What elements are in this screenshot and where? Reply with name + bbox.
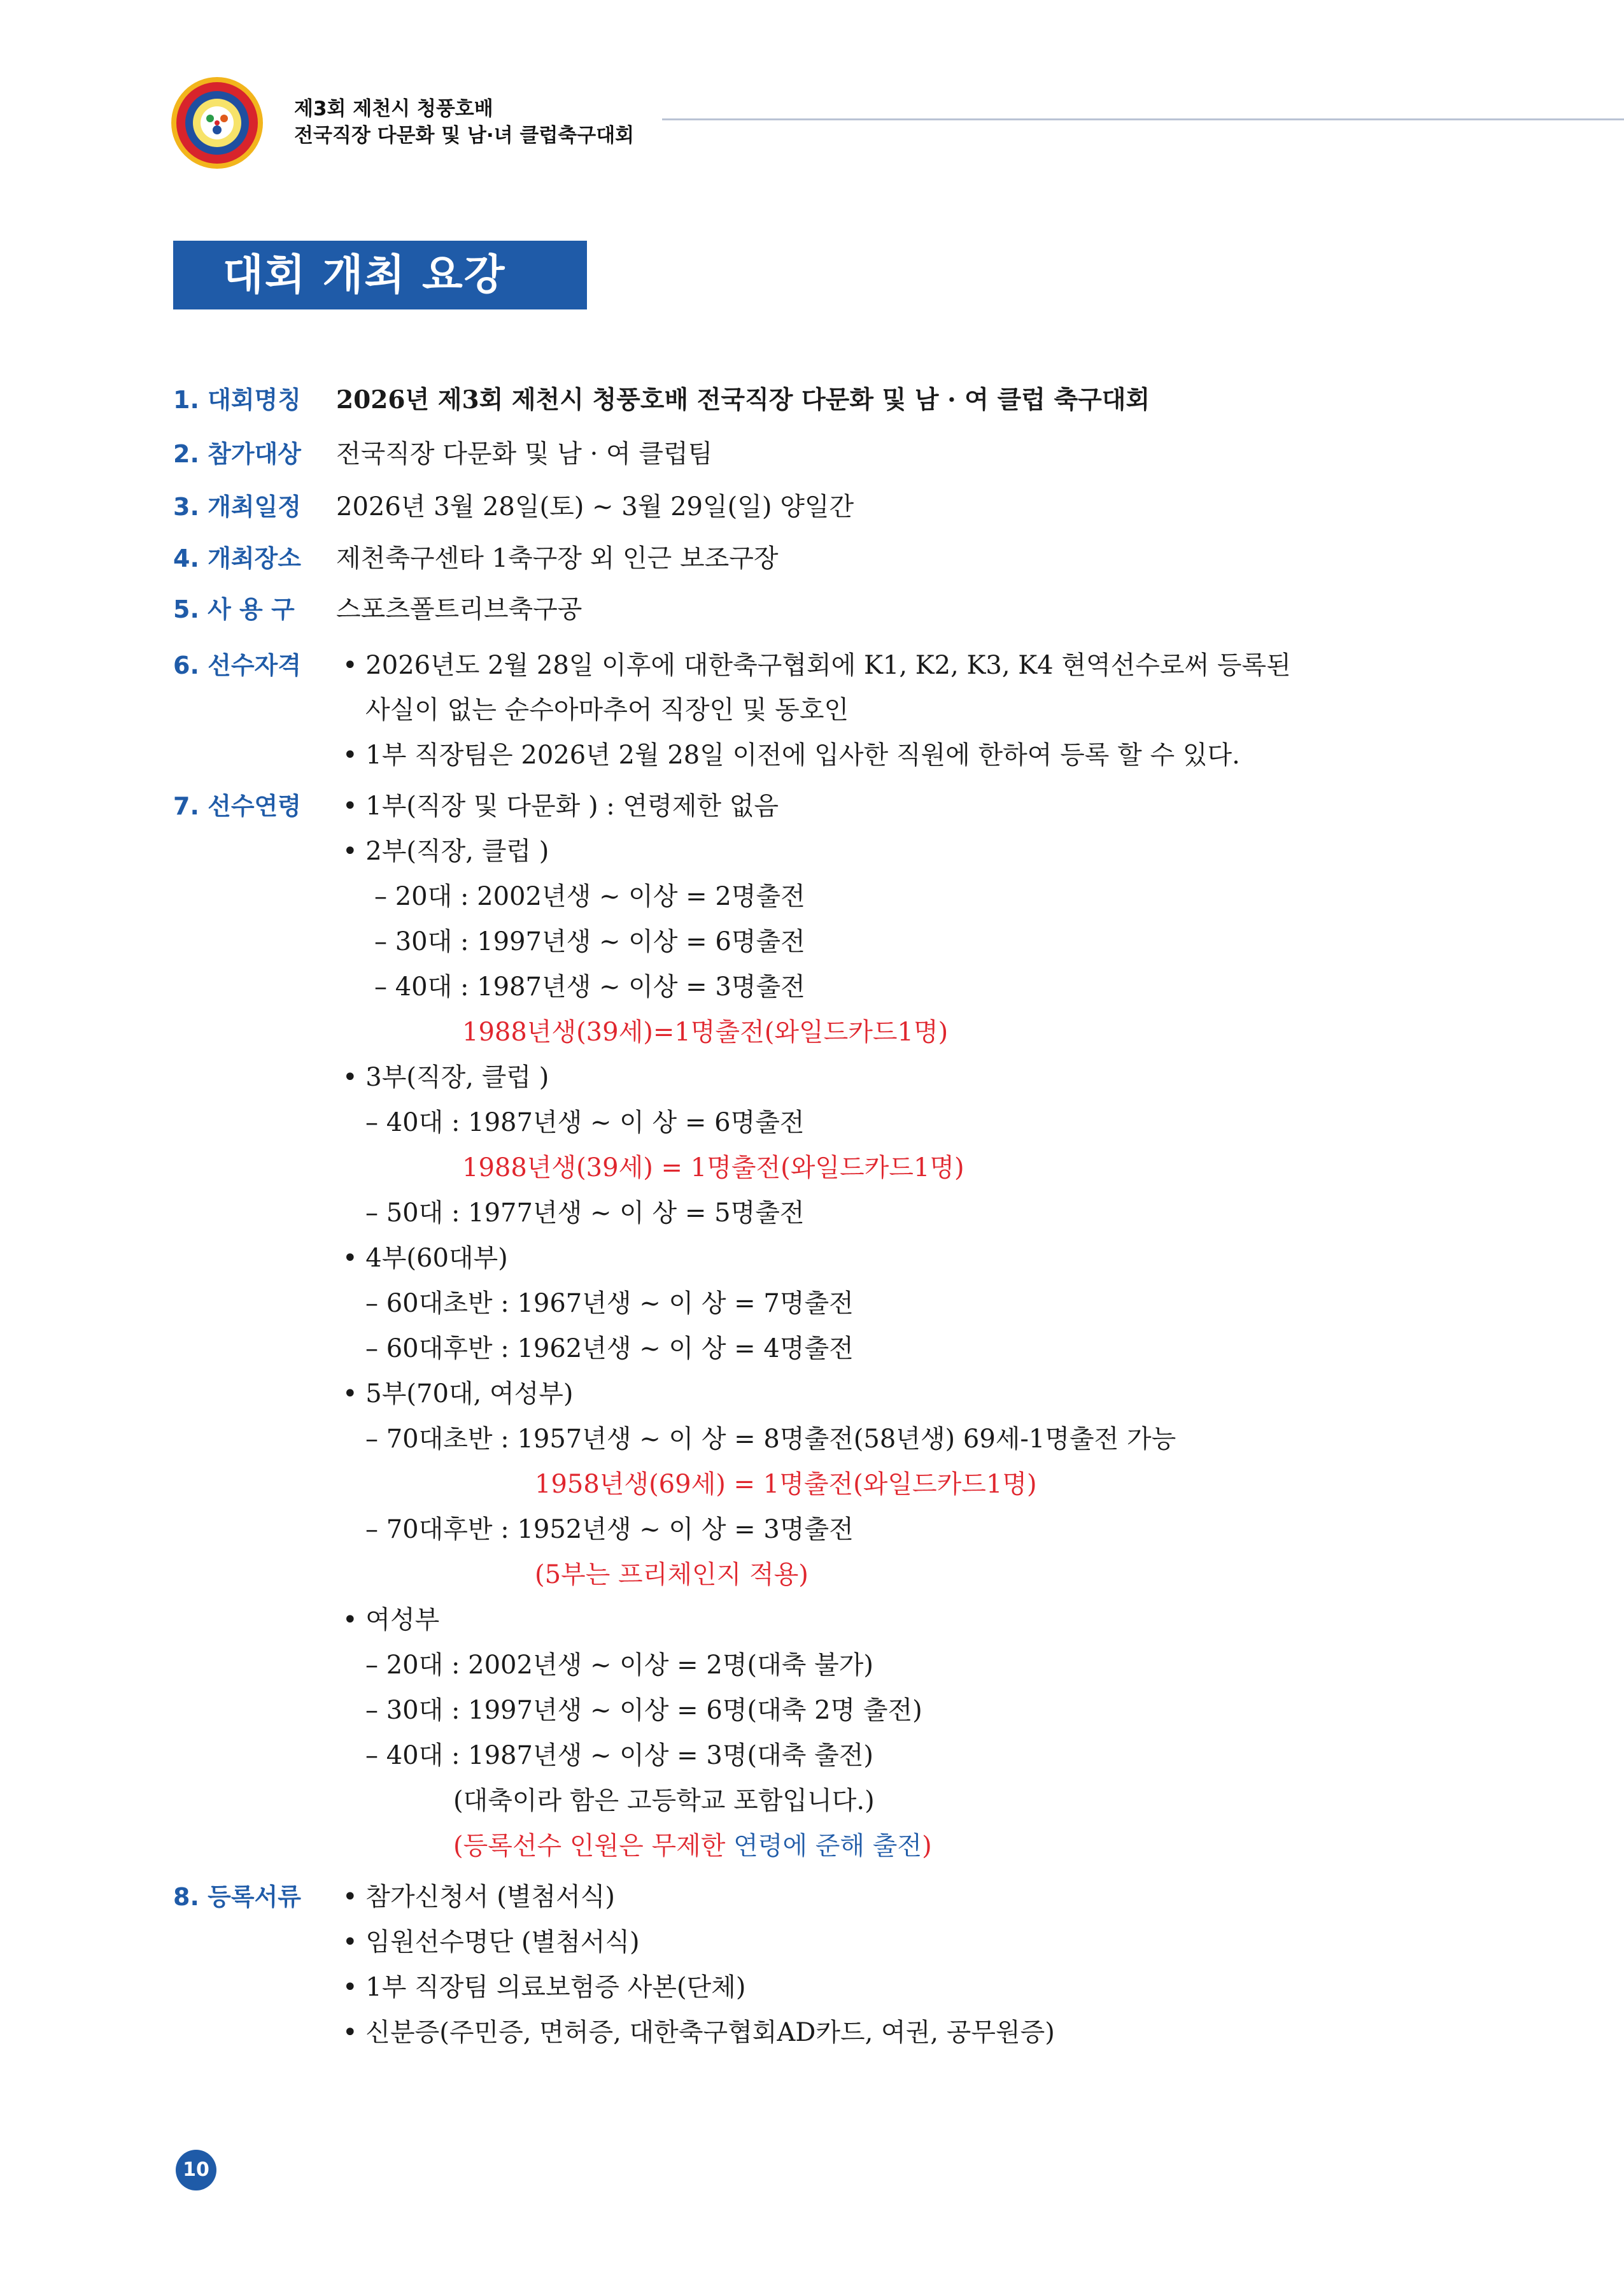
item-4-label: 4. 개최장소 xyxy=(173,544,301,572)
item-6-label: 6. 선수자격 xyxy=(173,651,301,679)
free-change-note: (5부는 프리체인지 적용) xyxy=(535,1560,808,1589)
item-8-label: 8. 등록서류 xyxy=(173,1883,301,1911)
item-5-value: 스포츠폴트리브축구공 xyxy=(336,595,583,624)
age-line: – 70대후반 : 1952년생 ~ 이 상 = 3명출전 xyxy=(365,1515,854,1544)
tournament-logo xyxy=(171,76,264,169)
age-line: • 2부(직장, 클럽 ) xyxy=(342,837,549,866)
item-6-line: • 2026년도 2월 28일 이후에 대한축구협회에 K1, K2, K3, K4 현역선수로써 등록된 xyxy=(342,651,1291,680)
item-7-label: 7. 선수연령 xyxy=(173,792,301,820)
age-line: • 3부(직장, 클럽 ) xyxy=(342,1063,549,1092)
registration-note-part: (등록선수 인원은 무제한 xyxy=(453,1831,734,1861)
age-line: – 60대초반 : 1967년생 ~ 이 상 = 7명출전 xyxy=(365,1289,854,1318)
age-line: – 40대 : 1987년생 ~ 이상 = 3명(대축 출전) xyxy=(365,1741,873,1770)
header-divider xyxy=(662,118,1624,120)
age-line: – 20대 : 2002년생 ~ 이상 = 2명출전 xyxy=(374,882,805,911)
item-3-value: 2026년 3월 28일(토) ~ 3월 29일(일) 양일간 xyxy=(336,492,854,522)
wildcard-note: 1958년생(69세) = 1명출전(와일드카드1명) xyxy=(535,1470,1037,1499)
wildcard-note: 1988년생(39세) = 1명출전(와일드카드1명) xyxy=(462,1153,964,1182)
registration-note xyxy=(453,1824,932,1868)
item-5-label: 5. 사 용 구 xyxy=(173,595,295,623)
age-line: • 4부(60대부) xyxy=(342,1244,508,1273)
section-title: 대회 개최 요강 xyxy=(173,241,587,309)
age-line: – 30대 : 1997년생 ~ 이상 = 6명출전 xyxy=(374,927,805,956)
item-3-label: 3. 개최일정 xyxy=(173,493,301,521)
age-line: – 70대초반 : 1957년생 ~ 이 상 = 8명출전(58년생) 69세-1명출전 가능 xyxy=(365,1424,1176,1454)
header-line-1: 제3회 제천시 청풍호배 xyxy=(294,97,493,120)
age-line: – 50대 : 1977년생 ~ 이 상 = 5명출전 xyxy=(365,1198,805,1228)
item-1-label: 1. 대회명칭 xyxy=(173,386,301,414)
registration-note-part: ) xyxy=(922,1831,932,1861)
header-title xyxy=(294,96,634,149)
item-2-value: 전국직장 다문화 및 남 · 여 클럽팀 xyxy=(336,439,713,469)
page-number: 10 xyxy=(176,2150,216,2190)
age-line: • 5부(70대, 여성부) xyxy=(342,1379,574,1409)
document-line: • 신분증(주민증, 면허증, 대한축구협회AD카드, 여권, 공무원증) xyxy=(342,2018,1055,2047)
age-line: – 60대후반 : 1962년생 ~ 이 상 = 4명출전 xyxy=(365,1334,854,1363)
age-line: • 여성부 xyxy=(342,1605,440,1635)
age-line: – 20대 : 2002년생 ~ 이상 = 2명(대축 불가) xyxy=(365,1651,873,1680)
age-line: • 1부(직장 및 다문화 ) : 연령제한 없음 xyxy=(342,792,779,821)
document-line: • 1부 직장팀 의료보험증 사본(단체) xyxy=(342,1973,746,2002)
item-4-value: 제천축구센타 1축구장 외 인근 보조구장 xyxy=(336,544,779,573)
item-6-line: • 1부 직장팀은 2026년 2월 28일 이전에 입사한 직원에 한하여 등록 할 수 있다. xyxy=(342,741,1240,770)
header-line-2: 전국직장 다문화 및 남·녀 클럽축구대회 xyxy=(294,124,635,147)
age-line: – 30대 : 1997년생 ~ 이상 = 6명(대축 2명 출전) xyxy=(365,1696,922,1725)
item-1-value: 2026년 제3회 제천시 청풍호배 전국직장 다문화 및 남 · 여 클럽 축구대회 xyxy=(336,385,1150,415)
document-line: • 참가신청서 (별첨서식) xyxy=(342,1882,615,1912)
item-2-label: 2. 참가대상 xyxy=(173,440,301,468)
wildcard-note: 1988년생(39세)=1명출전(와일드카드1명) xyxy=(462,1018,949,1047)
youth-note: (대축이라 함은 고등학교 포함입니다.) xyxy=(453,1786,875,1815)
age-line: – 40대 : 1987년생 ~ 이상 = 3명출전 xyxy=(374,972,805,1002)
item-6-line: 사실이 없는 순수아마추어 직장인 및 동호인 xyxy=(365,695,849,725)
registration-note-part: 연령에 준해 출전 xyxy=(733,1831,922,1861)
age-line: – 40대 : 1987년생 ~ 이 상 = 6명출전 xyxy=(365,1108,805,1137)
document-line: • 임원선수명단 (별첨서식) xyxy=(342,1928,640,1957)
